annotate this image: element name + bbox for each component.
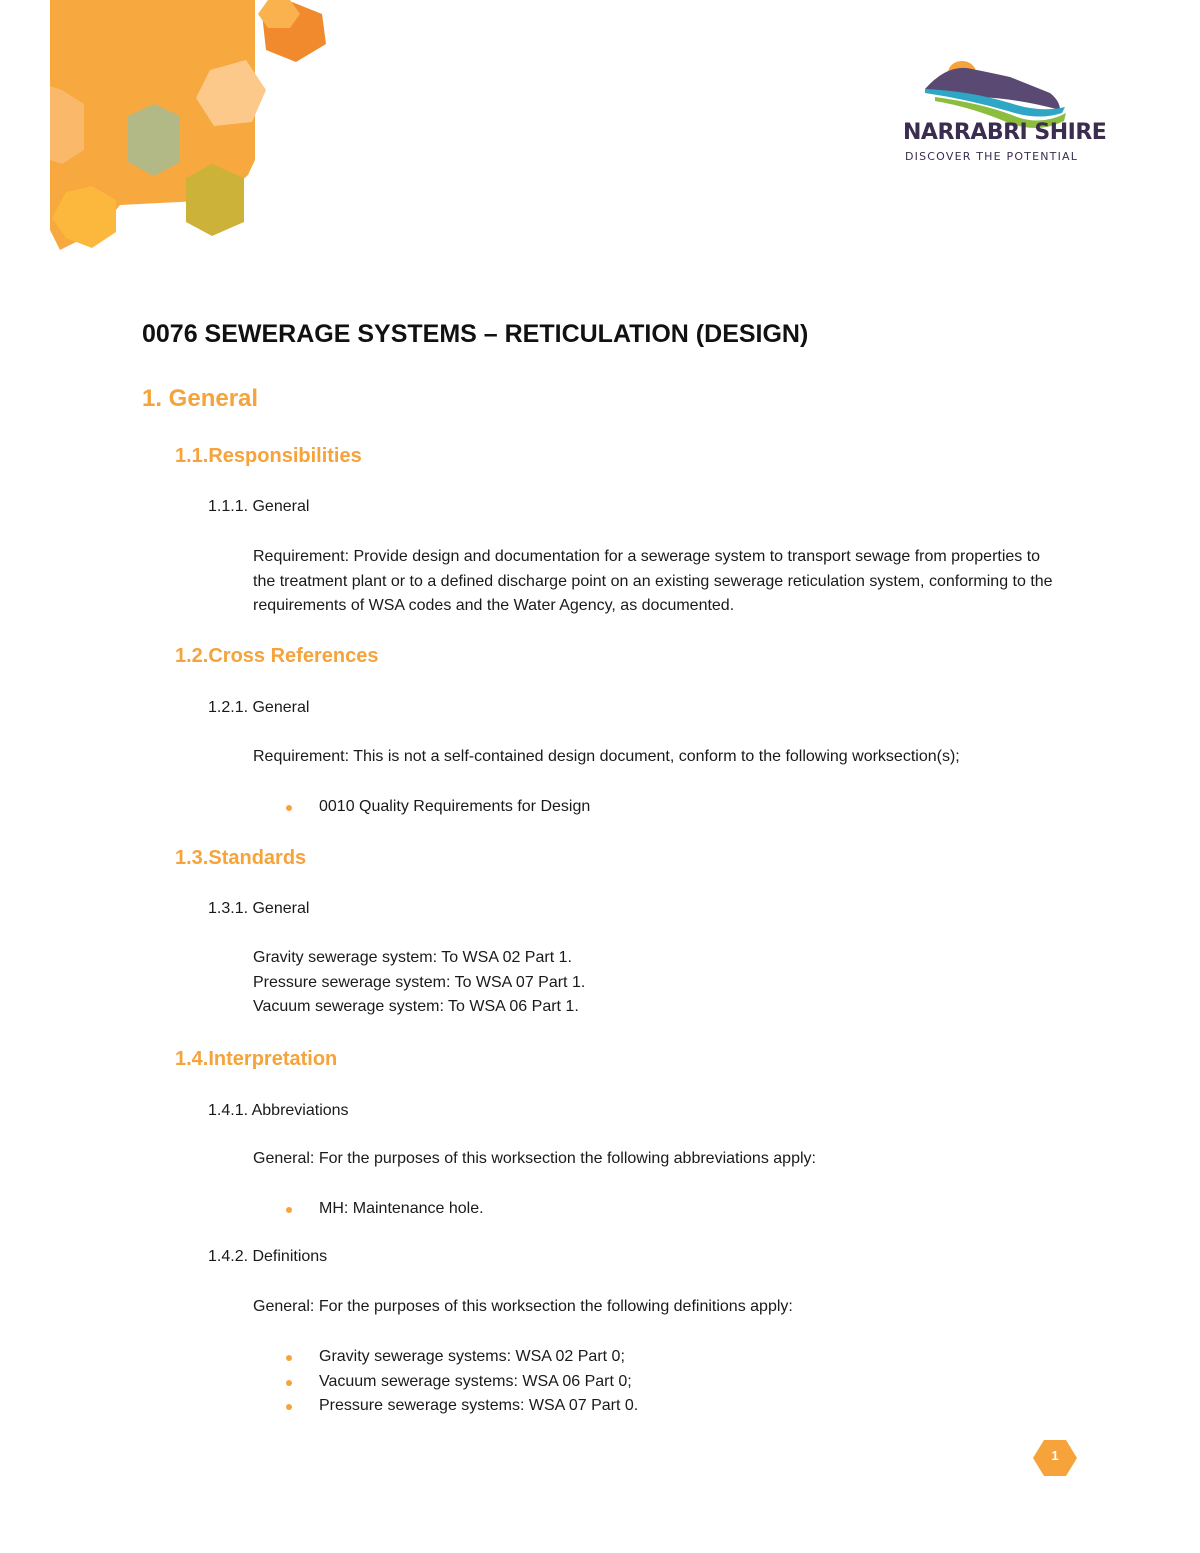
subsection-heading-cross-references: 1.2.Cross References <box>175 645 379 667</box>
list-item <box>253 1394 638 1419</box>
abbreviations-list <box>253 1197 484 1222</box>
page-number: 1 <box>1051 1448 1059 1463</box>
list-item <box>253 795 590 820</box>
list-item-text: 0010 Quality Requirements for Design <box>319 798 591 815</box>
list-item-text: Gravity sewerage systems: WSA 02 Part 0; <box>319 1348 625 1365</box>
logo-wordmark: NARRABRI SHIRE <box>903 120 1107 145</box>
subsection-heading-interpretation: 1.4.Interpretation <box>175 1048 338 1070</box>
clause-text-1-4-1: General: For the purposes of this worksection the following abbreviations apply: <box>253 1150 816 1167</box>
subsection-heading-standards: 1.3.Standards <box>175 847 307 869</box>
document-title: 0076 SEWERAGE SYSTEMS – RETICULATION (DESIGN) <box>142 320 809 348</box>
list-item <box>253 1345 638 1370</box>
clause-text-1-2-1: Requirement: This is not a self-contained design document, conform to the following worksection(s); <box>253 748 960 765</box>
standards-line-gravity: Gravity sewerage system: To WSA 02 Part 1. <box>253 949 572 966</box>
cross-reference-list <box>253 795 590 820</box>
bullet-dot-icon <box>286 1207 292 1213</box>
standards-line-pressure: Pressure sewerage system: To WSA 07 Part 1. <box>253 974 586 991</box>
list-item <box>253 1370 638 1395</box>
bullet-dot-icon <box>286 805 292 811</box>
clause-heading-1-2-1: 1.2.1. General <box>208 699 310 716</box>
section-heading-general: 1. General <box>142 385 259 412</box>
list-item-text: Pressure sewerage systems: WSA 07 Part 0. <box>319 1397 639 1414</box>
list-item <box>253 1197 484 1222</box>
clause-heading-1-1-1: 1.1.1. General <box>208 498 310 515</box>
clause-text-1-1-1: Requirement: Provide design and documentation for a sewerage system to transport sewage from properties to the treatment plant or to a defined discharge point on an existing sewerage reticulation system, conforming to the requirements of WSA codes and the Water Agency, as documented. <box>253 548 1053 614</box>
clause-heading-1-3-1: 1.3.1. General <box>208 900 310 917</box>
bullet-dot-icon <box>286 1355 292 1361</box>
bullet-dot-icon <box>286 1380 292 1386</box>
bullet-dot-icon <box>286 1404 292 1410</box>
list-item-text: Vacuum sewerage systems: WSA 06 Part 0; <box>319 1372 632 1390</box>
clause-heading-1-4-1: 1.4.1. Abbreviations <box>208 1102 349 1119</box>
decorative-hexagon-pattern <box>0 0 340 260</box>
subsection-heading-responsibilities: 1.1.Responsibilities <box>175 445 362 467</box>
clause-heading-1-4-2: 1.4.2. Definitions <box>208 1248 328 1265</box>
logo-tagline: DISCOVER THE POTENTIAL <box>905 150 1079 163</box>
clause-text-1-4-2: General: For the purposes of this worksection the following definitions apply: <box>253 1298 793 1315</box>
definitions-list <box>253 1345 638 1419</box>
list-item-text: MH: Maintenance hole. <box>319 1200 484 1217</box>
standards-line-vacuum: Vacuum sewerage system: To WSA 06 Part 1. <box>253 998 579 1015</box>
